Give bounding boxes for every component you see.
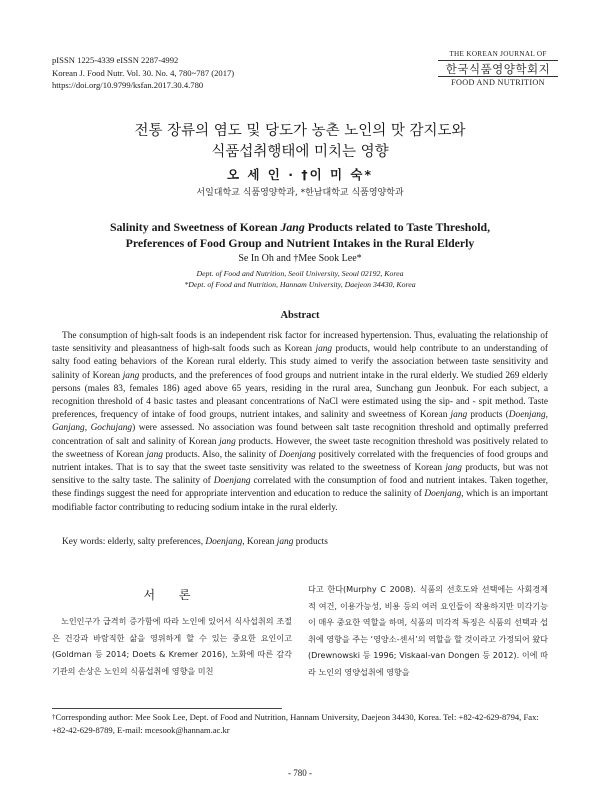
keywords: Key words: elderly, salty preferences, Doenjang, Korean jang products	[62, 537, 328, 547]
title-en-part1: Salinity and Sweetness of Korean	[109, 220, 281, 234]
affiliations-en	[0, 268, 600, 290]
title-en-line1	[40, 219, 560, 235]
title-en-part2: Products related to Taste Threshold,	[304, 220, 491, 234]
intro-paragraph-right: 다고 한다(Murphy C 2008). 식품의 선호도와 선택에는 사회경제적 여건, 이용가능성, 비용 등의 여러 요인들이 작용하지만 미각기능이 매우 중요한 역할을 하며, 식품의 미각적 특징은 식품의 선택과 섭취에 영향을 주는 ‘영양소-센서’의 역할을 할 것이라고 가정되어 왔다(Drewnowski 등 1996; Viskaal-van Dongen 등 2012). 이에 따라 노인의 영양섭취에 영향을	[308, 584, 548, 677]
corresponding-author-footnote	[52, 711, 552, 737]
affiliations-ko: 서일대학교 식품영양학과, *한남대학교 식품영양학과	[196, 188, 404, 198]
affiliation-en-2: *Dept. of Food and Nutrition, Hannam University, Daejeon 34430, Korea	[184, 280, 416, 290]
journal-title-ko: 한국식품영양학회지	[445, 62, 551, 76]
issn: pISSN 1225-4339 eISSN 2287-4992	[52, 55, 179, 65]
intro-paragraph-left: 노인인구가 급격히 증가함에 따라 노인에 있어서 식사섭취의 조절은 건강과 바람직한 삶을 영위하게 할 수 있는 중요한 요인이고(Goldman 등 2014; Doets & Kremer 2016), 노화에 따른 감각기관의 손상은 노인의 식품섭취에 영향을 미친	[52, 616, 292, 676]
footnote-text: Corresponding author: Mee Sook Lee, Dept. of Food and Nutrition, Hannam University, Daejeon 34430, Korea. Tel: +82-42-629-8794, Fax: +82-42-629-8789, E-mail: mcesook@hannam.ac.kr	[52, 712, 539, 735]
section-heading-introduction: 서 론	[143, 588, 201, 602]
journal-logo	[438, 50, 558, 87]
citation: Korean J. Food Nutr. Vol. 30. No. 4, 780~787 (2017)	[52, 67, 235, 78]
title-en-line2: Preferences of Food Group and Nutrient Intakes in the Rural Elderly	[125, 236, 475, 250]
affiliation-en-1: Dept. of Food and Nutrition, Seoil University, Seoul 02192, Korea	[196, 269, 404, 278]
title-ko-line1: 전통 장류의 염도 및 당도가 농촌 노인의 맛 감지도와	[134, 123, 466, 139]
dagger-mark: †	[52, 713, 56, 721]
journal-title-en-top: THE KOREAN JOURNAL OF	[438, 50, 558, 61]
page-number: - 780 -	[288, 768, 312, 778]
doi-link[interactable]: https://doi.org/10.9799/ksfan.2017.30.4.780	[52, 80, 204, 91]
paper-title-en	[40, 219, 560, 251]
authors-en: Se In Oh and †Mee Sook Lee*	[238, 253, 362, 264]
paper-title-ko	[0, 121, 600, 163]
title-en-italic: Jang	[280, 220, 305, 234]
title-ko-line2: 식품섭취행태에 미치는 영향	[211, 144, 389, 160]
footnote-divider	[52, 708, 282, 709]
journal-meta	[52, 54, 234, 92]
authors-ko: 오 세 인 · †이 미 숙*	[226, 167, 374, 182]
intro-left-column	[52, 603, 292, 679]
abstract-heading: Abstract	[280, 310, 320, 321]
journal-title-en-bottom: FOOD AND NUTRITION	[438, 76, 558, 87]
intro-right-column	[308, 581, 548, 680]
abstract-text: The consumption of high-salt foods is an independent risk factor for increased hypertension. Thus, evaluating the relationship of taste sensitivity and pleasantness of high-salt foods such as Korean jang products, would help contribute to an understanding of salty food eating behaviors of the Korean rural elderly. This study aimed to verify the association between taste sensitivity and salinity of Korean jang products, and the preferences of food groups and nutrient intake in the rural elderly. We studied 269 elderly persons (males 83, females 186) aged above 65 years, residing in the rural area, Sunchang gun Jeonbuk. For each subject, a recognition threshold of 4 basic tastes and pleasant concentrations of NaCl were estimated using the sip- and - spit method. Taste preferences, frequency of intake of food groups, nutrient intakes, and salinity and sweetness of Korean jang products (Doenjang, Ganjang, Gochujang) were assessed. No association was found between salt taste recognition threshold and optimally preferred concentration of salt and salinity of Korean jang products. However, the sweet taste recognition threshold was positively related to the sweetness of Korean jang products. Also, the salinity of Doenjang positively correlated with the frequencies of food groups and nutrient intakes. That is to say that the sweet taste sensitivity was related to the sweetness of Korean jang products, but was not sensitive to the salty taste. The salinity of Doenjang correlated with the consumption of food and nutrient intakes. Taken together, these findings suggest the need for appropriate intervention and education to reduce the salinity of Doenjang, which is an important modifiable factor contributing to reducing sodium intake in the rural elderly.	[52, 331, 549, 513]
